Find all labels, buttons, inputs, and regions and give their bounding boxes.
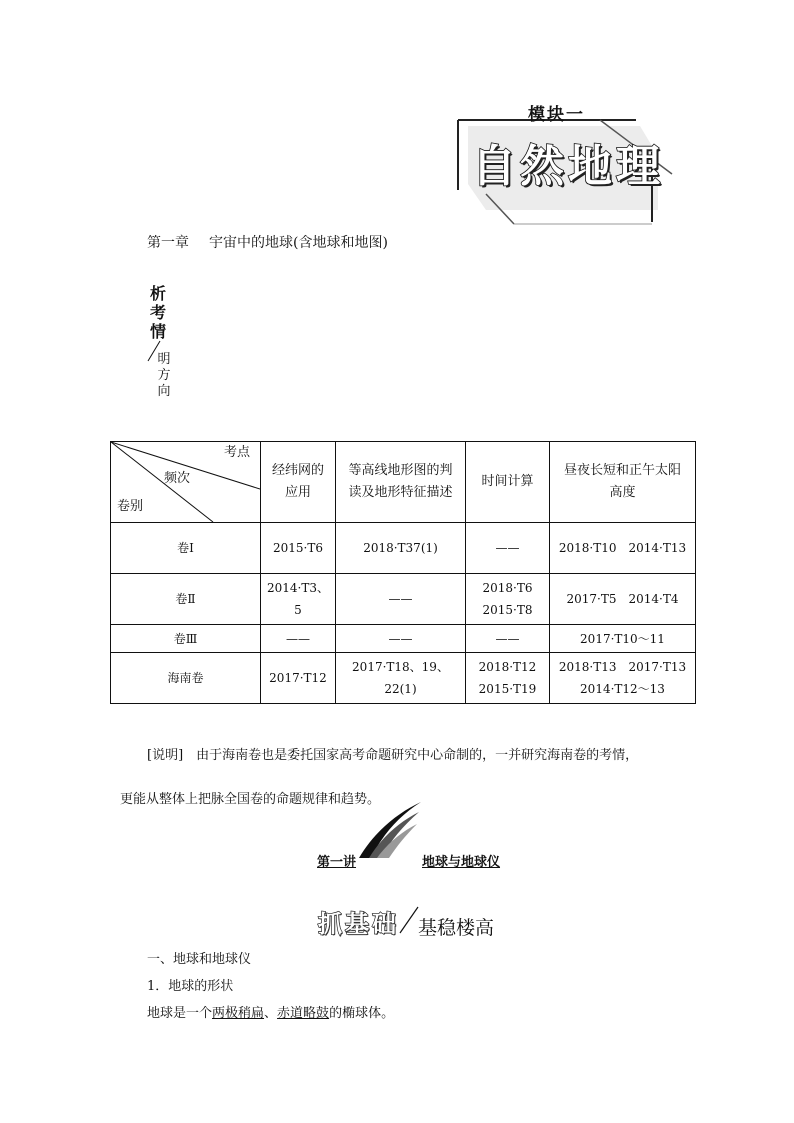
- table-cell: ——: [336, 625, 466, 653]
- lecture-number: 第一讲: [317, 855, 357, 870]
- table-cell: 2018·T12 2015·T19: [466, 653, 550, 704]
- chapter-title: 宇宙中的地球(含地球和地图): [209, 235, 388, 251]
- table-row: [111, 523, 696, 574]
- chapter-number: 第一章: [147, 235, 189, 251]
- table-header-cell: 时间计算: [466, 442, 550, 523]
- table-row-label: 卷Ⅰ: [111, 523, 261, 574]
- table-cell: ——: [261, 625, 336, 653]
- table-cell: 2018·T6 2015·T8: [466, 574, 550, 625]
- table-cell: 2015·T6: [261, 523, 336, 574]
- table-cell: 2017·T5 2014·T4: [550, 574, 696, 625]
- table-cell: ——: [336, 574, 466, 625]
- para-suffix: 的椭球体。: [329, 1006, 395, 1021]
- side-tag-sub: [156, 352, 172, 400]
- underlined-term: 两极稍扁: [212, 1006, 265, 1021]
- lecture-title: 地球与地球仪: [422, 855, 501, 870]
- side-tag-char: 考: [149, 303, 166, 322]
- table-cell: 2018·T13 2017·T13 2014·T12～13: [550, 653, 696, 704]
- table-cell: 2018·T37(1): [336, 523, 466, 574]
- note-line-1: 由于海南卷也是委托国家高考命题研究中心命制的，一并研究海南卷的考情，: [196, 748, 639, 763]
- note-line-2: 更能从整体上把脉全国卷的命题规律和趋势。: [120, 792, 381, 807]
- side-tag-char: 情: [149, 322, 166, 341]
- side-tag-char: 明: [157, 352, 171, 367]
- table-cell: ——: [466, 625, 550, 653]
- section-title: 抓基础: [318, 910, 399, 938]
- table-row-label: 卷Ⅱ: [111, 574, 261, 625]
- corner-label-paper: 卷别: [117, 499, 144, 514]
- table-row: [111, 574, 696, 625]
- table-corner-cell: [111, 442, 261, 523]
- table-header-cell: 昼夜长短和正午太阳高度: [550, 442, 696, 523]
- table-cell: 2017·T10～11: [550, 625, 696, 653]
- table-cell: 2017·T12: [261, 653, 336, 704]
- para-prefix: 地球是一个: [147, 1006, 213, 1021]
- exam-frequency-table: [110, 441, 696, 704]
- table-header-row: [111, 442, 696, 523]
- corner-label-frequency: 频次: [164, 471, 191, 486]
- table-row: [111, 653, 696, 704]
- module-title: 自然地理: [472, 141, 664, 192]
- module-subtitle: 模块一: [528, 105, 585, 125]
- side-tag-char: 析: [149, 284, 166, 303]
- side-tag-char: 方: [157, 368, 171, 383]
- section-slash: [398, 905, 420, 935]
- table-row-label: 卷Ⅲ: [111, 625, 261, 653]
- table-row: [111, 625, 696, 653]
- table-row-label: 海南卷: [111, 653, 261, 704]
- para-separator: 、: [264, 1006, 278, 1021]
- table-cell: 2014·T3、5: [261, 574, 336, 625]
- table-cell: 2017·T18、19、22(1): [336, 653, 466, 704]
- table-header-cell: 等高线地形图的判读及地形特征描述: [336, 442, 466, 523]
- table-cell: 2018·T10 2014·T13: [550, 523, 696, 574]
- content-paragraph: [147, 1002, 394, 1021]
- chapter-heading: [147, 232, 388, 252]
- side-tag-char: 向: [157, 384, 171, 399]
- swoosh-decoration: [355, 800, 425, 860]
- content-heading-2: 1．地球的形状: [147, 979, 234, 994]
- corner-label-topic: 考点: [224, 445, 251, 460]
- underlined-term: 赤道略鼓: [277, 1006, 330, 1021]
- side-tag-main: [147, 284, 169, 341]
- content-heading-1: 一、地球和地球仪: [147, 952, 252, 967]
- section-subtitle: 基稳楼高: [418, 917, 495, 939]
- table-header-cell: 经纬网的应用: [261, 442, 336, 523]
- note-tag: [说明]: [147, 748, 184, 763]
- table-cell: ——: [466, 523, 550, 574]
